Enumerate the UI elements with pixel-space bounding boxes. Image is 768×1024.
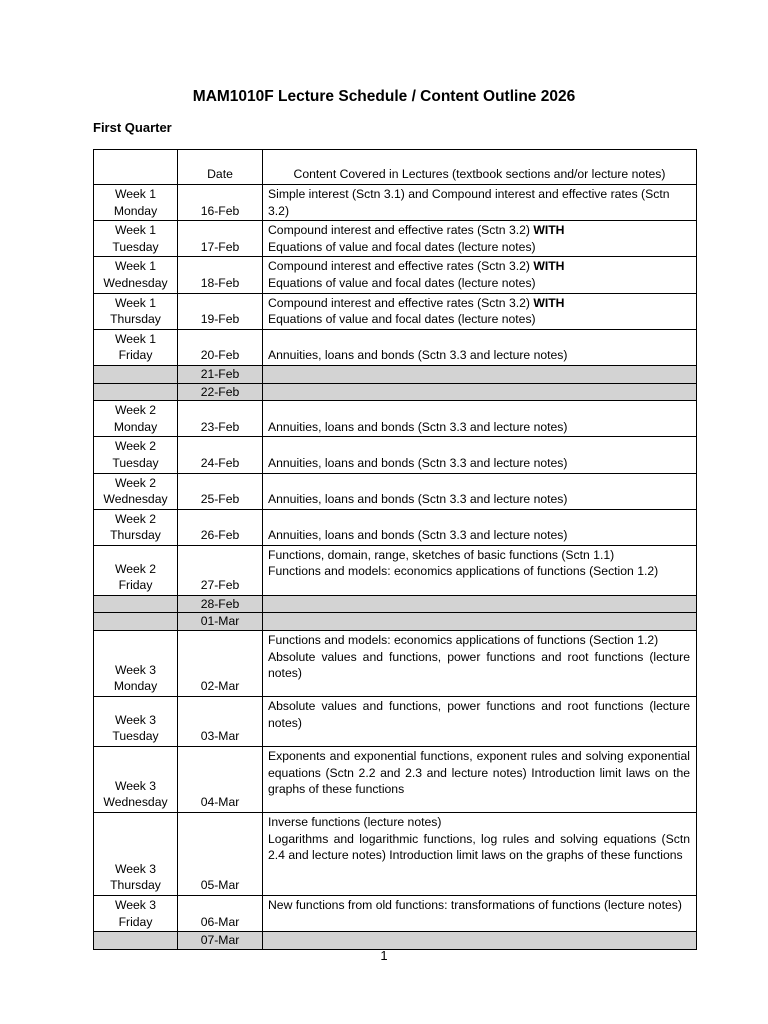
content-text: Equations of value and focal dates (lecture notes) (268, 312, 536, 327)
content-line (268, 438, 690, 455)
schedule-row (94, 545, 697, 595)
content-text: Annuities, loans and bonds (Sctn 3.3 and lecture notes) (268, 455, 568, 470)
header-week (94, 150, 178, 185)
content-line (268, 258, 690, 275)
week-label: Week 1 (114, 259, 157, 274)
content-cell (263, 365, 697, 383)
content-cell (263, 185, 697, 221)
date-cell: 04-Mar (178, 747, 263, 813)
content-line (268, 455, 690, 472)
content-text: Inverse functions (lecture notes) (268, 815, 442, 830)
week-label: Week 1 (114, 331, 157, 346)
date-cell: 21-Feb (178, 365, 263, 383)
date-cell: 01-Mar (178, 613, 263, 631)
content-cell (263, 473, 697, 509)
date-cell: 17-Feb (178, 221, 263, 257)
week-cell (94, 329, 178, 365)
content-cell (263, 257, 697, 293)
schedule-row (94, 221, 697, 257)
date-cell: 23-Feb (178, 401, 263, 437)
content-line (268, 311, 690, 328)
content-line (268, 511, 690, 528)
week-label: Week 3 (114, 712, 157, 727)
content-line (268, 222, 690, 239)
content-cell (263, 631, 697, 697)
content-text: Equations of value and focal dates (lecture notes) (268, 275, 536, 290)
content-cell (263, 545, 697, 595)
week-cell (94, 747, 178, 813)
week-label: Week 1 (114, 295, 157, 310)
week-cell (94, 185, 178, 221)
week-cell (94, 631, 178, 697)
date-cell: 26-Feb (178, 509, 263, 545)
content-line (268, 831, 690, 864)
content-text: New functions from old functions: transformations of functions (lecture notes) (268, 898, 682, 913)
content-line (268, 547, 690, 564)
schedule-row (94, 257, 697, 293)
date-cell: 22-Feb (178, 383, 263, 401)
schedule-row (94, 813, 697, 896)
header-content: Content Covered in Lectures (textbook sections and/or lecture notes) (263, 150, 697, 185)
weekday-label: Wednesday (103, 492, 168, 507)
week-label: Week 3 (114, 861, 157, 876)
content-text: Annuities, loans and bonds (Sctn 3.3 and lecture notes) (268, 419, 568, 434)
weekday-label: Thursday (110, 878, 161, 893)
weekend-row (94, 595, 697, 613)
content-line (268, 698, 690, 731)
week-label: Week 3 (114, 662, 157, 677)
weekday-label: Friday (118, 578, 153, 593)
week-cell (94, 545, 178, 595)
week-cell (94, 509, 178, 545)
week-label: Week 2 (114, 403, 157, 418)
date-cell: 06-Mar (178, 896, 263, 932)
content-line (268, 814, 690, 831)
with-keyword: WITH (533, 295, 565, 310)
content-line (268, 748, 690, 798)
content-cell (263, 595, 697, 613)
schedule-row (94, 329, 697, 365)
content-cell (263, 221, 697, 257)
content-text: Compound interest and effective rates (Sctn 3.2) (268, 223, 530, 238)
schedule-row (94, 509, 697, 545)
weekday-label: Friday (118, 914, 153, 929)
weekend-row (94, 613, 697, 631)
content-line (268, 491, 690, 508)
schedule-row (94, 473, 697, 509)
date-cell: 16-Feb (178, 185, 263, 221)
content-cell (263, 509, 697, 545)
week-cell (94, 401, 178, 437)
week-cell (94, 613, 178, 631)
schedule-row (94, 697, 697, 747)
content-text: Equations of value and focal dates (lecture notes) (268, 239, 536, 254)
weekday-label: Thursday (110, 528, 161, 543)
weekday-label: Tuesday (112, 239, 159, 254)
week-label: Week 1 (114, 187, 157, 201)
content-text: Functions and models: economics applications of functions (Section 1.2) (268, 564, 659, 579)
week-label: Week 2 (114, 511, 157, 526)
date-cell: 27-Feb (178, 545, 263, 595)
content-line (268, 649, 690, 682)
content-line (268, 475, 690, 492)
weekday-label: Tuesday (112, 729, 159, 744)
week-cell (94, 595, 178, 613)
date-cell: 20-Feb (178, 329, 263, 365)
content-text: Annuities, loans and bonds (Sctn 3.3 and lecture notes) (268, 348, 568, 363)
content-cell (263, 401, 697, 437)
week-cell (94, 896, 178, 932)
content-line (268, 347, 690, 364)
content-line (268, 331, 690, 348)
week-cell (94, 697, 178, 747)
weekend-row (94, 383, 697, 401)
content-cell (263, 383, 697, 401)
content-cell (263, 747, 697, 813)
schedule-row (94, 185, 697, 221)
week-cell (94, 813, 178, 896)
section-heading: First Quarter (93, 120, 172, 135)
schedule-row (94, 437, 697, 473)
page-number: 1 (380, 948, 388, 963)
content-cell (263, 697, 697, 747)
weekday-label: Thursday (110, 312, 161, 327)
content-line (268, 295, 690, 312)
with-keyword: WITH (533, 259, 565, 274)
week-cell (94, 437, 178, 473)
content-text: Annuities, loans and bonds (Sctn 3.3 and lecture notes) (268, 528, 568, 543)
weekend-row (94, 932, 697, 950)
date-cell: 05-Mar (178, 813, 263, 896)
content-text: Functions, domain, range, sketches of basic functions (Sctn 1.1) (268, 547, 615, 562)
content-cell (263, 613, 697, 631)
schedule-row (94, 293, 697, 329)
content-line (268, 527, 690, 544)
content-line (268, 186, 690, 219)
content-line (268, 419, 690, 436)
week-cell (94, 932, 178, 950)
content-text: Exponents and exponential functions, exponent rules and solving exponential equations (Sctn 2.2 and 2.3 and lecture notes) Introduction limit laws on the graphs of these functions (268, 749, 690, 797)
content-line (268, 239, 690, 256)
weekday-label: Wednesday (103, 795, 168, 810)
week-label: Week 2 (114, 561, 157, 576)
content-line (268, 275, 690, 292)
weekday-label: Monday (113, 679, 158, 694)
content-line (268, 632, 690, 649)
week-label: Week 2 (114, 475, 157, 490)
document-title: MAM1010F Lecture Schedule / Content Outline 2026 (192, 88, 576, 105)
weekday-label: Monday (113, 203, 158, 218)
date-cell: 28-Feb (178, 595, 263, 613)
content-text: Compound interest and effective rates (Sctn 3.2) (268, 259, 530, 274)
schedule-row (94, 631, 697, 697)
header-row (94, 150, 697, 185)
weekday-label: Friday (118, 348, 153, 363)
date-cell: 19-Feb (178, 293, 263, 329)
date-cell: 07-Mar (178, 932, 263, 950)
content-text: Logarithms and logarithmic functions, log rules and solving equations (Sctn 2.4 and lecture notes) Introduction limit laws on the graphs of these functions (268, 831, 690, 863)
content-text: Absolute values and functions, power functions and root functions (lecture notes) (268, 649, 690, 681)
header-date: Date (178, 150, 263, 185)
content-line (268, 563, 690, 580)
week-label: Week 3 (114, 778, 157, 793)
date-cell: 25-Feb (178, 473, 263, 509)
weekday-label: Wednesday (103, 275, 168, 290)
content-cell (263, 329, 697, 365)
date-cell: 24-Feb (178, 437, 263, 473)
date-cell: 02-Mar (178, 631, 263, 697)
schedule-row (94, 896, 697, 932)
weekday-label: Tuesday (112, 455, 159, 470)
content-cell (263, 437, 697, 473)
with-keyword: WITH (533, 223, 565, 238)
content-text: Annuities, loans and bonds (Sctn 3.3 and lecture notes) (268, 492, 568, 507)
content-cell (263, 293, 697, 329)
content-line (268, 897, 690, 914)
weekday-label: Monday (113, 419, 158, 434)
date-cell: 03-Mar (178, 697, 263, 747)
content-text: Simple interest (Sctn 3.1) and Compound interest and effective rates (Sctn 3.2) (268, 187, 670, 218)
week-cell (94, 293, 178, 329)
content-line (268, 402, 690, 419)
week-label: Week 1 (114, 223, 157, 238)
week-cell (94, 365, 178, 383)
content-text: Functions and models: economics applications of functions (Section 1.2) (268, 633, 659, 648)
content-text: Compound interest and effective rates (Sctn 3.2) (268, 295, 530, 310)
schedule-row (94, 747, 697, 813)
schedule-row (94, 401, 697, 437)
content-text: Absolute values and functions, power functions and root functions (lecture notes) (268, 699, 690, 730)
content-cell (263, 896, 697, 932)
week-cell (94, 257, 178, 293)
schedule-table (93, 149, 697, 950)
weekend-row (94, 365, 697, 383)
content-cell (263, 813, 697, 896)
content-cell (263, 932, 697, 950)
week-cell (94, 383, 178, 401)
date-cell: 18-Feb (178, 257, 263, 293)
week-label: Week 3 (114, 898, 157, 913)
week-cell (94, 473, 178, 509)
week-label: Week 2 (114, 439, 157, 454)
week-cell (94, 221, 178, 257)
